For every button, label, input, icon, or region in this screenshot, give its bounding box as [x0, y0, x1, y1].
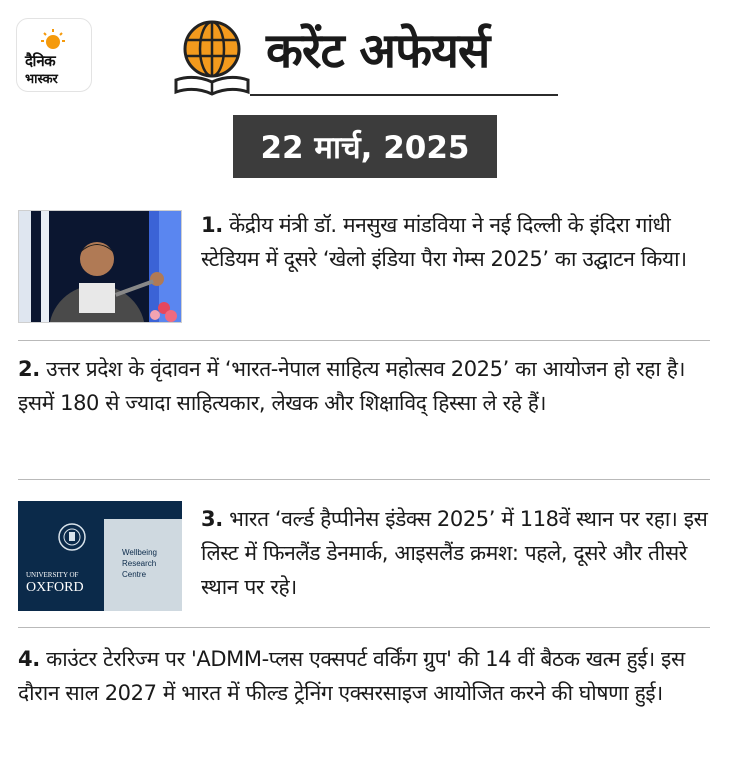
- news-item-text: केंद्रीय मंत्री डॉ. मनसुख मांडविया ने नई दिल्ली के इंदिरा गांधी स्टेडियम में दूसरे ‘खेलो इंडिया पैरा गेम्स 2025’ का उद्घाटन किया।: [201, 213, 687, 271]
- news-item-number: 4.: [18, 647, 40, 671]
- title-underline: [250, 94, 558, 96]
- divider: [18, 340, 710, 341]
- page-title: करेंट अफेयर्स: [266, 23, 490, 79]
- news-item-3: [201, 502, 710, 604]
- news-item-2: [18, 352, 710, 420]
- logo-text-dainik: दैनिक: [25, 52, 56, 70]
- centre-line-3: Centre: [122, 570, 147, 579]
- oxford-university-big: OXFORD: [26, 580, 84, 595]
- news-item-number: 1.: [201, 213, 223, 237]
- news-item-1: [201, 208, 710, 276]
- centre-line-1: Wellbeing: [122, 548, 157, 557]
- logo-text-bhaskar: भास्कर: [25, 72, 58, 87]
- date-banner: 22 मार्च, 2025: [233, 115, 497, 178]
- divider: [18, 627, 710, 628]
- news-item-text: भारत ‘वर्ल्ड हैप्पीनेस इंडेक्स 2025’ में 118वें स्थान पर रहा। इस लिस्ट में फिनलैंड डेनमार्क, आइसलैंड क्रमश: पहले, दूसरे और तीसरे स्थान पर रहे।: [201, 507, 708, 599]
- divider: [18, 479, 710, 480]
- news-item-4: [18, 642, 710, 710]
- sun-icon: [41, 28, 65, 52]
- news-item-number: 3.: [201, 507, 223, 531]
- oxford-wellbeing-image: [18, 501, 182, 611]
- minister-photo: [18, 210, 182, 323]
- news-item-text: उत्तर प्रदेश के वृंदावन में ‘भारत-नेपाल साहित्य महोत्सव 2025’ का आयोजन हो रहा है। इसमें 180 से ज्यादा साहित्यकार, लेखक और शिक्षाविद् हिस्सा ले रहे हैं।: [18, 357, 686, 415]
- news-item-text: काउंटर टेररिज्म पर 'ADMM-प्लस एक्सपर्ट वर्किंग ग्रुप' की 14 वीं बैठक खत्म हुई। इस दौरान साल 2027 में भारत में फील्ड ट्रेनिंग एक्सरसाइज आयोजित करने की घोषणा हुई।: [18, 647, 685, 705]
- dainik-bhaskar-logo: [16, 18, 92, 92]
- news-item-number: 2.: [18, 357, 40, 381]
- globe-book-icon: [172, 16, 252, 98]
- oxford-university-small: UNIVERSITY OF: [26, 571, 79, 579]
- centre-line-2: Research: [122, 559, 157, 568]
